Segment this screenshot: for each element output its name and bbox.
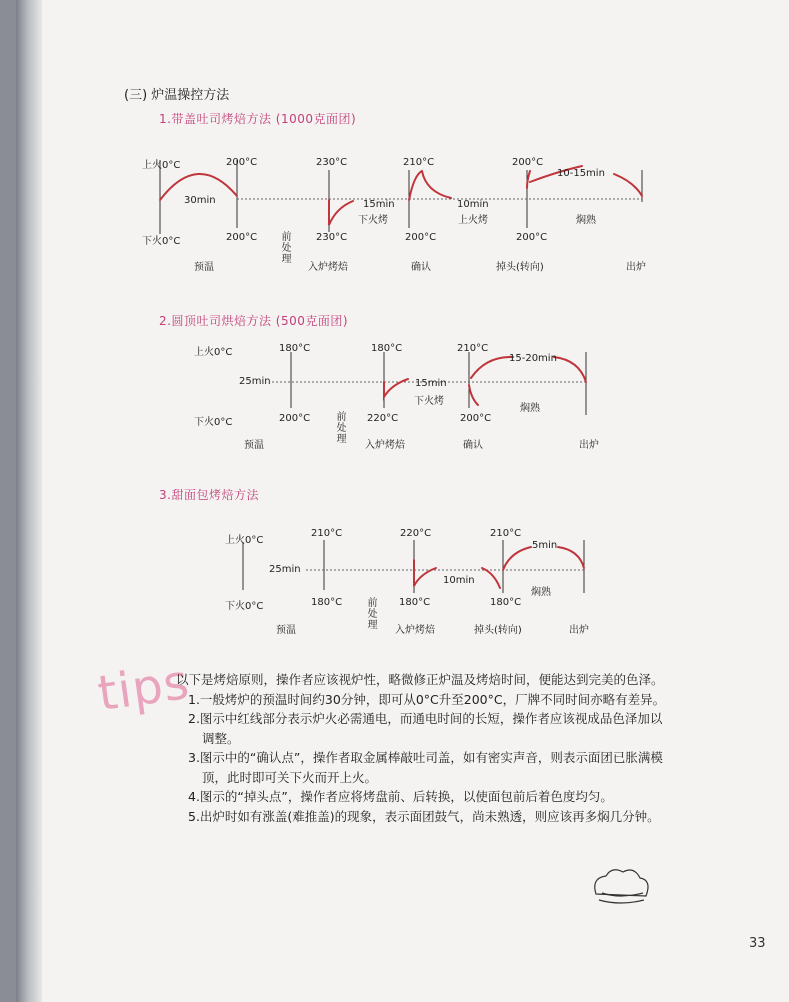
section-title: (三) 炉温操控方法 — [124, 88, 230, 103]
diagram-1-phase-3: 焖熟 — [576, 215, 596, 226]
diagram-2-top-temp-3: 210°C — [457, 343, 489, 354]
tips-badge: tips — [94, 653, 194, 723]
diagram-1-step-5: 出炉 — [626, 262, 646, 273]
tips-item-3: 3.图示中的“确认点”，操作者取金属棒敲吐司盖，如有密实声音，则表示面团已胀满模顶，此时即可关下火而开上火。 — [188, 750, 663, 785]
diagram-2-step-3: 确认 — [463, 440, 483, 451]
diagram-3-top-label: 上火0°C — [225, 535, 264, 546]
page-number: 33 — [749, 936, 766, 951]
diagram-3-bottom-temp-2: 180°C — [399, 597, 431, 608]
diagram-3-phase-1: 焖熟 — [531, 587, 551, 598]
diagram-1-top-label: 上火0°C — [142, 160, 181, 171]
diagram-1-bottom-temp-3: 200°C — [405, 232, 437, 243]
diagram-2-step-2: 入炉烤焙 — [365, 440, 405, 451]
diagram-3-step-2: 入炉烤焙 — [395, 625, 435, 636]
diagram-2-phase-1: 下火烤 — [414, 396, 444, 407]
diagram-3-time-1: 25min — [269, 564, 301, 575]
tips-item-4: 4.图示的“掉头点”，操作者应将烤盘前、后转换，以使面包前后着色度均匀。 — [188, 789, 613, 804]
diagram-1-phase-2: 上火烤 — [458, 215, 488, 226]
diagram-2-bottom-label: 下火0°C — [194, 417, 233, 428]
diagram-1-time-2: 15min — [363, 199, 395, 210]
book-page — [16, 0, 789, 1002]
diagram-2-phase-2: 焖熟 — [520, 403, 540, 414]
diagram-1-bottom-temp-1: 200°C — [226, 232, 258, 243]
diagram-2-step-1: 预温 — [244, 440, 264, 451]
diagram-1-top-temp-1: 200°C — [226, 157, 258, 168]
diagram-3-time-2: 10min — [443, 575, 475, 586]
tips-intro: 以下是烤焙原则，操作者应该视炉性，略微修正炉温及烤焙时间，便能达到完美的色泽。 — [176, 672, 664, 687]
diagram-2-time-1: 25min — [239, 376, 271, 387]
chef-hat-icon — [16, 0, 789, 1002]
diagram-2-bottom-temp-3: 200°C — [460, 413, 492, 424]
diagram-2-title: 2.圆顶吐司烘焙方法 (500克面团) — [159, 314, 349, 328]
diagram-3-top-temp-2: 220°C — [400, 528, 432, 539]
diagram-1-bottom-temp-4: 200°C — [516, 232, 548, 243]
diagram-3-title: 3.甜面包烤焙方法 — [159, 488, 259, 502]
diagram-1-top-temp-4: 200°C — [512, 157, 544, 168]
diagram-1-pre-label: 前处理 — [281, 232, 292, 265]
diagram-3-time-3: 5min — [532, 540, 558, 551]
diagram-3-bottom-temp-3: 180°C — [490, 597, 522, 608]
diagram-3-pre-label: 前处理 — [367, 598, 378, 631]
diagram-3-bottom-label: 下火0°C — [225, 601, 264, 612]
diagram-2-top-label: 上火0°C — [194, 347, 233, 358]
diagram-3-step-3: 掉头(转向) — [474, 625, 522, 636]
diagram-1-step-2: 入炉烤焙 — [308, 262, 348, 273]
diagram-2-time-3: 15-20min — [509, 353, 557, 364]
diagram-1-title: 1.带盖吐司烤焙方法 (1000克面团) — [159, 112, 357, 126]
diagram-3-top-temp-1: 210°C — [311, 528, 343, 539]
diagram-3-step-4: 出炉 — [569, 625, 589, 636]
diagram-2-step-4: 出炉 — [579, 440, 599, 451]
tips-item-2: 2.图示中红线部分表示炉火必需通电，而通电时间的长短，操作者应该视成品色泽加以调整。 — [188, 711, 663, 746]
diagram-1-time-1: 30min — [184, 195, 216, 206]
diagram-1-step-3: 确认 — [411, 262, 431, 273]
diagram-2-top-temp-1: 180°C — [279, 343, 311, 354]
diagram-1-top-temp-3: 210°C — [403, 157, 435, 168]
diagram-3-step-1: 预温 — [276, 625, 296, 636]
diagram-1-step-4: 掉头(转向) — [496, 262, 544, 273]
diagram-3-top-temp-3: 210°C — [490, 528, 522, 539]
diagram-2-bottom-temp-1: 200°C — [279, 413, 311, 424]
tips-item-5: 5.出炉时如有涨盖(难推盖)的现象，表示面团鼓气，尚未熟透，则应该再多焖几分钟。 — [188, 808, 660, 824]
diagram-1-bottom-label: 下火0°C — [142, 236, 181, 247]
diagram-3-bottom-temp-1: 180°C — [311, 597, 343, 608]
diagram-1-bottom-temp-2: 230°C — [316, 232, 348, 243]
diagram-2-pre-label: 前处理 — [336, 412, 347, 445]
diagram-1-time-4: 10-15min — [557, 168, 605, 179]
diagram-1-step-1: 预温 — [194, 262, 214, 273]
tips-item-1: 1.一般烤炉的预温时间约30分钟，即可从0°C升至200°C，厂牌不同时间亦略有差异。 — [188, 691, 666, 707]
diagram-1-top-temp-2: 230°C — [316, 157, 348, 168]
diagram-2-top-temp-2: 180°C — [371, 343, 403, 354]
diagram-2-time-2: 15min — [415, 378, 447, 389]
diagram-2-bottom-temp-2: 220°C — [367, 413, 399, 424]
diagram-1-time-3: 10min — [457, 199, 489, 210]
diagram-1-phase-1: 下火烤 — [358, 215, 388, 226]
